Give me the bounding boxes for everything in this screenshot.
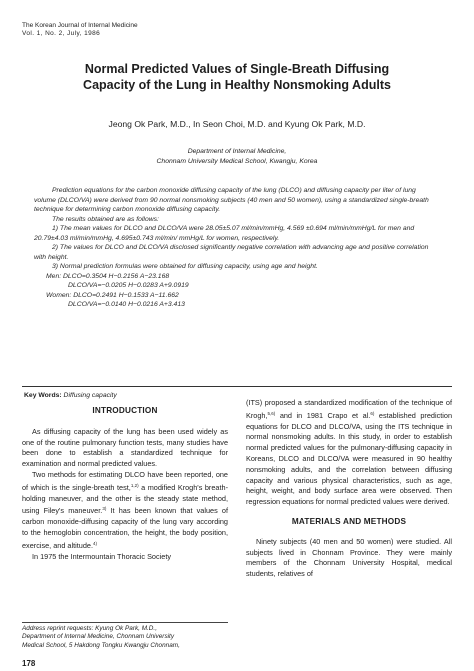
article-title [30,61,444,93]
title-line-2: Capacity of the Lung in Healthy Nonsmoking Adults [83,78,391,92]
authors: Jeong Ok Park, M.D., In Seon Choi, M.D. and Kyung Ok Park, M.D. [108,119,366,129]
right-paragraph-1 [246,398,452,508]
materials-methods-heading: MATERIALS AND METHODS [291,516,407,526]
ref-6: 6) [370,410,375,416]
affiliation-line-1: Department of Internal Medicine, [187,148,287,155]
introduction-heading: INTRODUCTION [92,406,158,415]
abstract [34,186,434,310]
footnote-line-2: Department of Internal Medicine, Chonnam University [22,633,175,641]
right-p1-text-a: (ITS) proposed a standardized modification of the technique of Krogh, [246,398,452,420]
title-line-1: Normal Predicted Values of Single-Breath Diffusing [84,62,390,76]
keywords-value: Diffusing capacity [63,392,117,399]
footnote-line-1: Address reprint requests: Kyung Ok Park, M.D., [22,625,157,632]
ref-3: 3) [102,506,107,512]
abstract-intro: Prediction equations for the carbon monoxide diffusing capacity of the lung (DLCO) and diffusing capacity per liter of lung volume (DLCO/VA) were derived from 90 normal nonsmoking subjects (40 men and 50 women), using a standardized single-breath technique for determining carbon monoxide diffusing capacity. [34,187,429,213]
right-column [246,398,452,580]
ref-4: 4) [92,540,97,546]
page-number: 178 [22,659,36,668]
ref-5-6: 5,6) [267,410,276,416]
right-p1-text-b: and in 1981 Crapo et al. [275,410,371,420]
women-equation-2: DLCO/VA=−0.0140 H−0.0216 A+3.413 [68,301,185,308]
keywords-label: Key Words: [24,392,62,399]
intro-paragraph-3: In 1975 the Intermountain Thoracic Society [32,551,171,561]
men-equation-2: DLCO/VA=−0.0205 H−0.0283 A+9.0919 [68,282,189,289]
affiliation [0,147,474,166]
intro-paragraph-1: As diffusing capacity of the lung has been used widely as one of the routine pulmonary function tests, many studies have been done to establish a standardized technique for examination and normal predicted values. [22,426,228,469]
abstract-result-3: 3) Normal prediction formulas were obtained for diffusing capacity, using age and height. [52,263,318,270]
footnote-line-3: Medical School, 5 Hakdong Tongku Kwangju Chonnam, [22,641,180,649]
intro-p2-text-c: It has been known that values of carbon monoxide-diffusing capacity of the lung vary according to the hemoglobin concentration, the height, the body position, exercise, and altitude. [22,506,228,550]
intro-paragraph-2 [22,470,228,552]
ref-1-2: 1,2) [130,482,139,488]
women-equation-1: Women: DLCO=0.2491 H−0.1533 A−11.662 [46,291,179,299]
right-p1-text-c: established prediction equations for DLCO and DLCO/VA, using the ITS technique in normal nonsmoking adults. In this study, in order to establish normal predicted values for the pulmonary-diffusing capacity in Koreans, DLCO and DLCO/VA were measured in 90 healthy nonsmoking adults, and the correlation between diffusing capacity and various physical characteristics, such as age, height, weight, and body surface area were observed. Then regression equations for normal predicted values were derived. [246,410,452,507]
journal-name: The Korean Journal of Internal Medicine [22,22,138,29]
reprint-footnote [22,622,228,650]
keywords [24,392,117,399]
abstract-result-1: 1) The mean values for DLCO and DLCO/VA were 28.05±5.07 ml/min/mmHg, 4.569 ±0.694 ml/min/mmHg/L for men and 20.79±4.03 ml/min/mmHg, 4.695±0.743 ml/min/ mmHg/L for women, respectively. [34,225,415,242]
men-equation-1: Men: DLCO=0.3504 H−0.2156 A−23.168 [46,272,170,280]
abstract-results-lead: The results obtained are as follows: [52,215,159,223]
left-column [22,406,228,562]
journal-issue: Vol. 1, No. 2, July, 1986 [22,30,101,37]
affiliation-line-2: Chonnam University Medical School, Kwangju, Korea [156,157,318,165]
methods-paragraph-1: Ninety subjects (40 men and 50 women) were studied. All subjects lived in Chonnam Province. They were mainly members of the Chonnam University Hospital, medical students, relatives of [246,536,452,579]
intro-p2-text-a: Two methods for estimating DLCO have been reported, one of which is the single-breath test, [22,469,228,492]
journal-header [22,22,138,38]
intro-p2-text-b: a modified Krogh's breath-holding maneuver, and the other is the steady state method, using Filey's maneuver. [22,482,228,516]
keywords-divider [22,386,452,387]
abstract-result-2: 2) The values for DLCO and DLCO/VA disclosed significantly negative correlation with advancing age and positive correlation with height. [34,244,429,261]
